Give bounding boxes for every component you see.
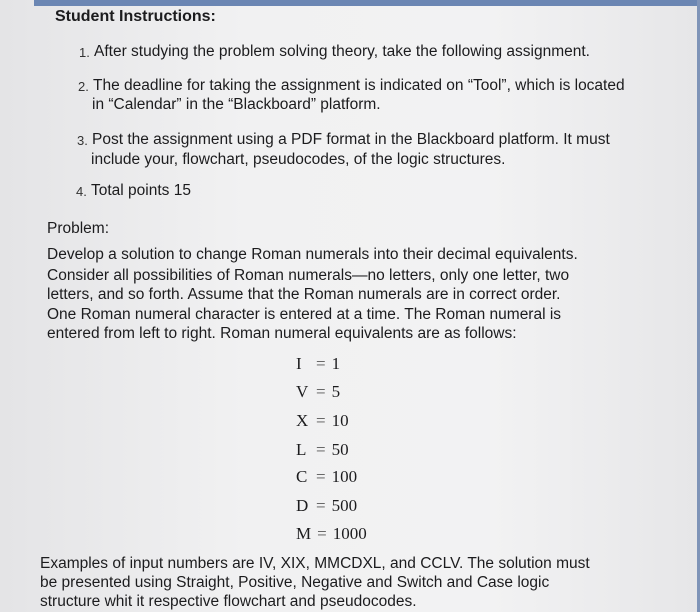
equivalent-row: C = 100 xyxy=(296,467,358,486)
decimal-value: 1 xyxy=(331,354,341,373)
roman-symbol: M xyxy=(296,524,312,543)
problem-line: Develop a solution to change Roman numerals into their decimal equivalents. xyxy=(47,246,578,263)
decimal-value: 5 xyxy=(331,382,341,401)
equivalent-row: V = 5 xyxy=(296,382,341,401)
problem-line: One Roman numeral character is entered at a time. The Roman numeral is xyxy=(47,306,562,323)
equivalent-row: D = 500 xyxy=(296,496,358,515)
list-number: 3. xyxy=(77,133,88,148)
list-item: After studying the problem solving theory, take the following assignment. xyxy=(94,43,590,60)
list-item-continuation: in “Calendar” in the “Blackboard” platform. xyxy=(92,96,381,113)
problem-line: letters, and so forth. Assume that the Roman numerals are in correct order. xyxy=(47,286,561,303)
list-number: 2. xyxy=(78,79,89,94)
equivalent-row: L = 50 xyxy=(296,440,349,459)
roman-symbol: L xyxy=(296,440,307,459)
roman-symbol: X xyxy=(296,411,309,430)
roman-symbol: D xyxy=(296,496,309,515)
examples-paragraph xyxy=(40,554,660,611)
problem-line: entered from left to right. Roman numeral equivalents are as follows: xyxy=(47,325,517,342)
list-item: The deadline for taking the assignment is indicated on “Tool”, which is located xyxy=(93,77,625,94)
examples-line: Examples of input numbers are IV, XIX, MMCDXL, and CCLV. The solution must xyxy=(40,555,590,572)
decimal-value: 10 xyxy=(331,411,349,430)
roman-symbol: I xyxy=(296,354,302,373)
problem-label: Problem: xyxy=(47,220,110,237)
roman-symbol: C xyxy=(296,467,308,486)
section-title: Student Instructions: xyxy=(55,8,216,25)
decimal-value: 1000 xyxy=(332,524,367,543)
decimal-value: 50 xyxy=(331,440,349,459)
list-number: 1. xyxy=(79,45,90,60)
decimal-value: 100 xyxy=(331,467,358,486)
problem-line: Consider all possibilities of Roman numerals—no letters, only one letter, two xyxy=(47,267,570,284)
list-item: Post the assignment using a PDF format in the Blackboard platform. It must xyxy=(92,131,610,148)
list-item-continuation: include your, flowchart, pseudocodes, of the logic structures. xyxy=(91,151,506,168)
equivalent-row: I = 1 xyxy=(296,354,341,373)
list-item: Total points 15 xyxy=(91,182,191,199)
examples-line: structure whit it respective flowchart and pseudocodes. xyxy=(40,593,417,610)
top-border xyxy=(34,0,700,6)
examples-line: be presented using Straight, Positive, Negative and Switch and Case logic xyxy=(40,574,550,591)
decimal-value: 500 xyxy=(331,496,358,515)
list-number: 4. xyxy=(76,184,87,199)
equivalent-row: X = 10 xyxy=(296,411,349,430)
roman-symbol: V xyxy=(296,382,309,401)
equivalent-row: M = 1000 xyxy=(296,524,367,543)
